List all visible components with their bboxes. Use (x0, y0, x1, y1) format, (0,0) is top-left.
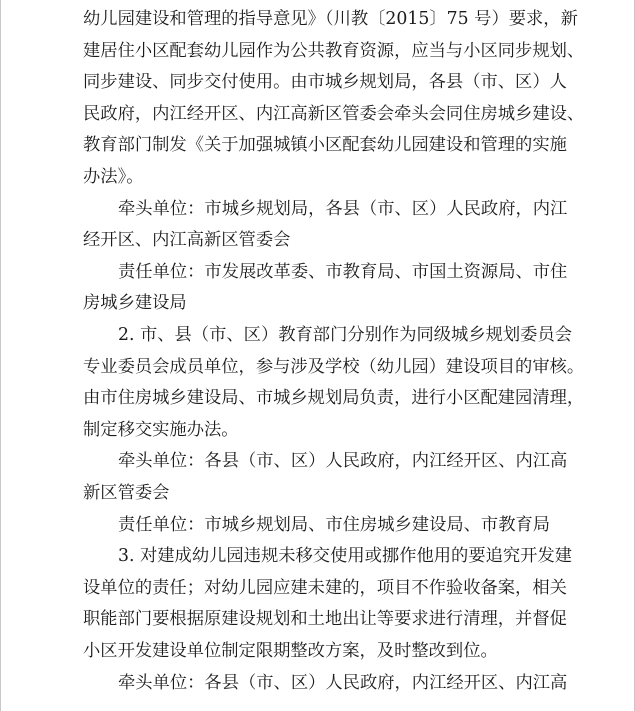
text-line: 由市住房城乡建设局、市城乡规划局负责，进行小区配建园清理， (83, 388, 585, 409)
text-line: 教育部门制发《关于加强城镇小区配套幼儿园建设和管理的实施 (83, 135, 567, 156)
text-line: 房城乡建设局 (83, 293, 187, 314)
text-line: 幼儿园建设和管理的指导意见》（川教〔2015〕75 号）要求，新 (83, 9, 578, 29)
text-line: 经开区、内江高新区管委会 (83, 230, 291, 251)
text-line: 职能部门要根据原建设规划和土地出让等要求进行清理，并督促 (83, 609, 567, 630)
text-line: 新区管委会 (83, 483, 170, 503)
text-line: 建居住小区配套幼儿园作为公共教育资源，应当与小区同步规划、 (83, 40, 585, 61)
text-line: 2. 市、县（市、区）教育部门分别作为同级城乡规划委员会 (118, 325, 573, 345)
text-line: 小区开发建设单位制定限期整改方案，及时整改到位。 (83, 641, 498, 661)
text-line: 牵头单位：各县（市、区）人民政府，内江经开区、内江高 (118, 672, 568, 693)
text-line: 民政府，内江经开区、内江高新区管委会牵头会同住房城乡建设、 (83, 103, 585, 124)
text-line: 责任单位：市城乡规划局、市住房城乡建设局、市教育局 (118, 514, 551, 535)
text-line: 制定移交实施办法。 (83, 419, 239, 440)
text-line: 办法》。 (83, 167, 144, 187)
text-line: 3. 对建成幼儿园违规未移交使用或挪作他用的要追究开发建 (118, 546, 573, 567)
text-line: 牵头单位：市城乡规划局，各县（市、区）人民政府，内江 (118, 198, 568, 219)
text-line: 责任单位：市发展改革委、市教育局、市国土资源局、市住 (118, 261, 568, 282)
text-line: 同步建设、同步交付使用。由市城乡规划局，各县（市、区）人 (83, 72, 567, 93)
text-line: 牵头单位：各县（市、区）人民政府，内江经开区、内江高 (118, 451, 568, 472)
text-line: 专业委员会成员单位，参与涉及学校（幼儿园）建设项目的审核。 (83, 356, 585, 377)
text-line: 设单位的责任；对幼儿园应建未建的，项目不作验收备案，相关 (83, 577, 567, 598)
